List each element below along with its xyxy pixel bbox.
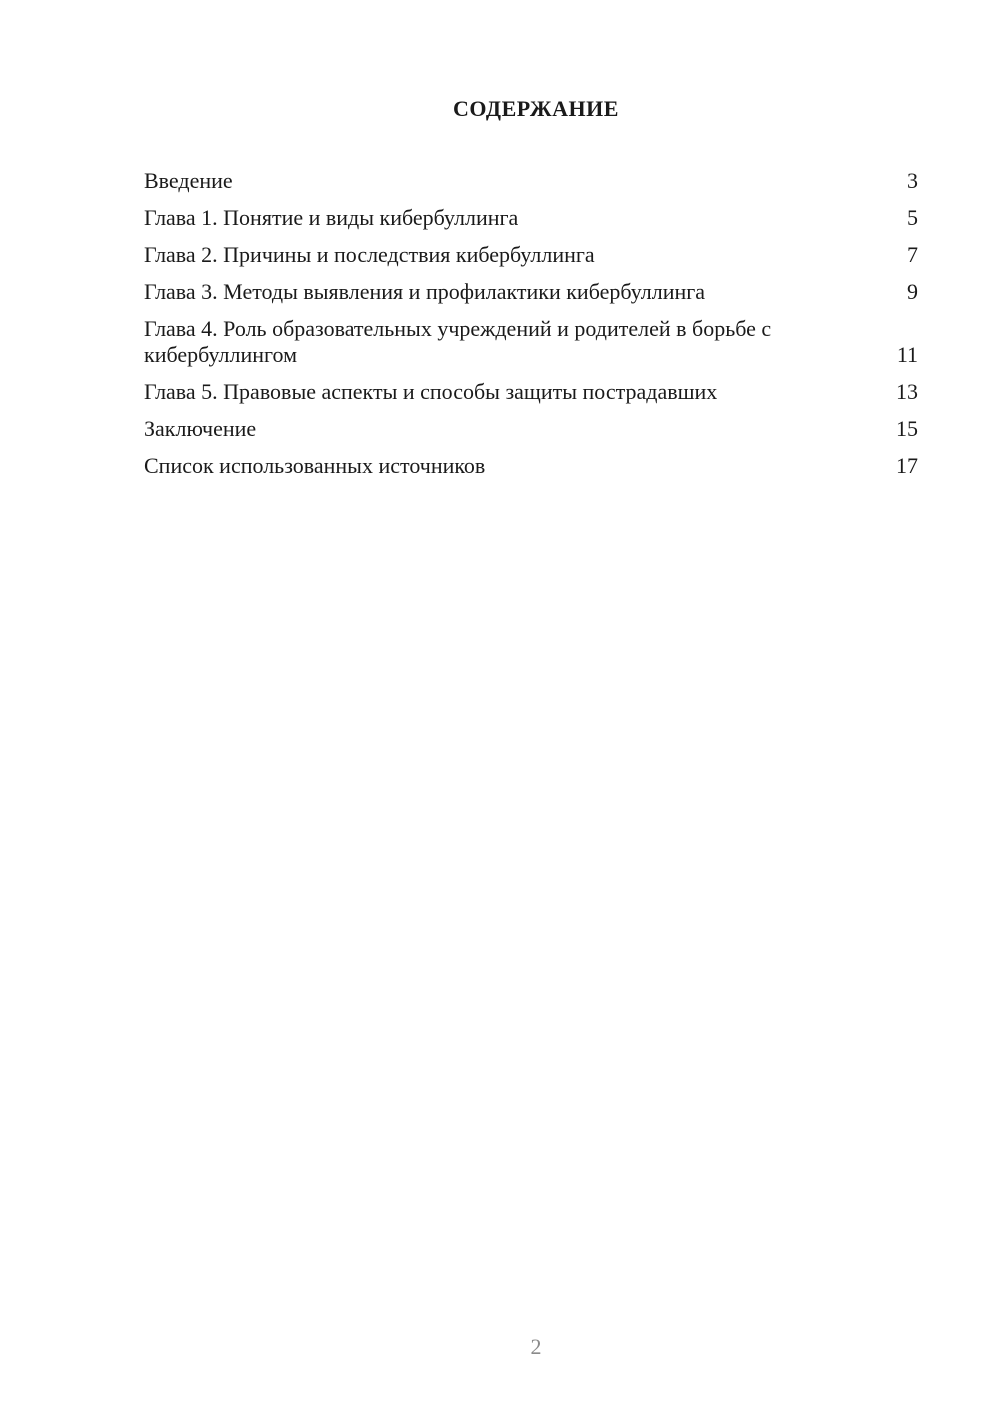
toc-entry-page: 9 xyxy=(907,279,918,304)
toc-entry-references xyxy=(144,453,918,479)
toc-entry-title: Глава 3. Методы выявления и профилактики кибербуллинга xyxy=(144,279,706,304)
toc-entry-title: Заключение xyxy=(144,416,257,441)
toc-entry-page: 5 xyxy=(907,205,918,230)
toc-entry-title: Список использованных источников xyxy=(144,453,486,478)
toc-entry-chapter-2 xyxy=(144,242,918,268)
toc-entry-chapter-5 xyxy=(144,379,918,405)
toc-entry-page: 7 xyxy=(907,242,918,267)
toc-entry-chapter-4 xyxy=(144,316,918,368)
toc-entry-chapter-1 xyxy=(144,205,918,231)
toc-entry-page: 3 xyxy=(907,168,918,193)
table-of-contents xyxy=(144,168,918,490)
toc-entry-page: 11 xyxy=(896,342,918,367)
toc-entry-title: Введение xyxy=(144,168,233,193)
page-number: 2 xyxy=(530,1334,542,1359)
toc-entry-page: 13 xyxy=(896,379,918,404)
toc-entry-title: Глава 5. Правовые аспекты и способы защиты пострадавших xyxy=(144,379,718,404)
toc-heading: СОДЕРЖАНИЕ xyxy=(453,96,619,121)
toc-entry-page: 15 xyxy=(896,416,918,441)
toc-entry-title: Глава 1. Понятие и виды кибербуллинга xyxy=(144,205,519,230)
toc-entry-chapter-3 xyxy=(144,279,918,305)
toc-entry-conclusion xyxy=(144,416,918,442)
toc-entry-page: 17 xyxy=(896,453,918,478)
toc-entry-title: Глава 2. Причины и последствия кибербуллинга xyxy=(144,242,595,267)
toc-entry-introduction xyxy=(144,168,918,194)
toc-entry-title: Глава 4. Роль образовательных учреждений и родителей в борьбе с кибербуллингом xyxy=(144,316,772,367)
